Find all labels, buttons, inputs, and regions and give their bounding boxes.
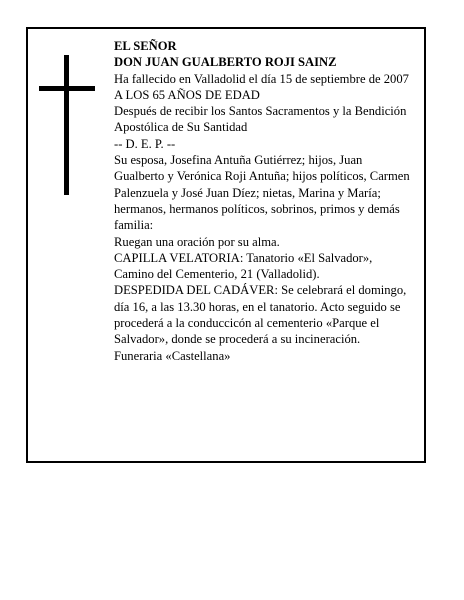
sacraments-statement: Después de recibir los Santos Sacramentos y la Bendición Apostólica de Su Santidad [114, 104, 407, 135]
obituary-text [114, 38, 412, 364]
farewell-info: DESPEDIDA DEL CADÁVER: Se celebrará el domingo, día 16, a las 13.30 horas, en el tanatorio. Acto seguido se procederá a la conduccicón al cementerio «Parque el Salvador», donde se procederá a su incineración. [114, 283, 407, 347]
cross-vertical-bar [64, 55, 69, 195]
funeral-home: Funeraria «Castellana» [114, 348, 231, 363]
chapel-info: CAPILLA VELATORIA: Tanatorio «El Salvador», Camino del Cementerio, 21 (Valladolid). [114, 250, 373, 282]
family-list: Su esposa, Josefina Antuña Gutiérrez; hijos, Juan Gualberto y Verónica Roji Antuña; hijos políticos, Carmen Palenzuela y José Juan Díez; nietas, Marina y María; hermanos, hermanos políticos, sobrinos, primos y demás familia: [114, 153, 410, 233]
cross-horizontal-bar [39, 86, 95, 91]
deceased-name: DON JUAN GUALBERTO ROJI SAINZ [114, 55, 337, 70]
rest-in-peace: -- D. E. P. -- [114, 136, 176, 151]
death-statement: Ha fallecido en Valladolid el día 15 de septiembre de 2007 [114, 71, 409, 86]
prayer-request: Ruegan una oración por su alma. [114, 234, 280, 249]
age-statement: A LOS 65 AÑOS DE EDAD [114, 87, 260, 102]
notice-title: EL SEÑOR [114, 39, 177, 53]
